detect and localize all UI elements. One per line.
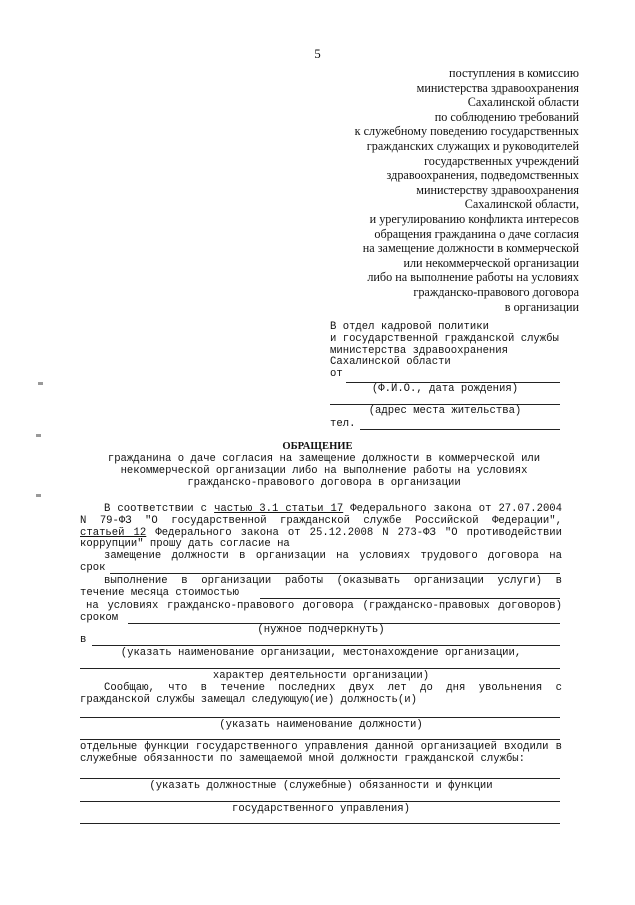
subtitle-line: некоммерческой организации либо на выполнение работы на условиях: [120, 464, 528, 477]
body-line: служебные обязанности по замещаемой мной должности гражданской службы:: [80, 752, 526, 765]
organization-field-line[interactable]: [92, 645, 560, 646]
phone-label: тел.: [330, 418, 356, 430]
option-line: срок: [80, 561, 106, 574]
addressee-line: и государственной гражданской службы: [330, 332, 559, 345]
appendix-line: поступления в комиссию: [449, 66, 579, 80]
appendix-line: и урегулированию конфликта интересов: [369, 211, 579, 226]
appendix-line: государственных учреждений: [424, 153, 579, 168]
from-label: от: [330, 368, 343, 381]
page-number: 5: [314, 46, 321, 61]
appendix-header: [279, 66, 579, 314]
duties-field-line[interactable]: [80, 778, 560, 779]
activity-caption: характер деятельности организации): [212, 670, 430, 682]
in-label: в: [80, 634, 87, 646]
body-text: В соответствии с: [104, 503, 208, 515]
addressee-line: Сахалинской области: [330, 356, 451, 369]
appendix-line: на замещение должности в коммерческой: [362, 241, 579, 256]
appendix-line: здравоохранения, подведомственных: [386, 168, 579, 183]
option-services: [80, 576, 562, 600]
law-link-part-3-1-article-17[interactable]: частью 3.1 статьи 17: [214, 503, 344, 515]
addressee-line: министерства здравоохранения: [330, 344, 509, 357]
subtitle-line: гражданско-правового договора в организации: [187, 476, 461, 489]
address-caption: (адрес места жительства): [368, 405, 522, 417]
addressee-block: [330, 322, 559, 381]
body-line: коррупции" прошу дать согласие на: [80, 538, 290, 551]
appendix-line: или некоммерческой организации: [403, 255, 579, 270]
body-text: Федерального закона от 27.07.2004: [350, 503, 563, 515]
option-line: выполнение в организации работы (оказывать организации услуги) в: [104, 575, 562, 587]
option-employment: [80, 551, 562, 575]
organization-caption: (указать наименование организации, местонахождение организации,: [120, 647, 522, 659]
option-line: на условиях гражданско-правового договора (гражданско-правовых договоров): [86, 600, 562, 612]
document-subtitle: [84, 454, 564, 489]
functions-paragraph: [80, 742, 562, 766]
position-caption: (указать наименование должности): [219, 719, 423, 731]
body-line: гражданской службы замещал следующую(ие) должность(и): [80, 693, 417, 706]
phone-field-line[interactable]: [360, 429, 560, 430]
addressee-line: В отдел кадровой политики: [330, 321, 489, 333]
option-line: течение месяца стоимостью: [80, 586, 239, 599]
duties-caption-2: государственного управления): [231, 803, 410, 815]
body-line: отдельные функции государственного управления данной организацией входили в: [80, 741, 562, 753]
body-text: Федерального закона от 25.12.2008 N 273-ФЗ "О противодействии: [155, 526, 563, 539]
previous-position-paragraph: [80, 683, 562, 707]
fio-caption: (Ф.И.О., дата рождения): [371, 383, 519, 395]
appendix-line: в организации: [504, 299, 579, 314]
appendix-line: к служебному поведению государственных: [354, 124, 579, 139]
appendix-line: Сахалинской области: [467, 95, 579, 110]
appendix-line: министерства здравоохранения: [416, 80, 579, 95]
appendix-line: гражданских служащих и руководителей: [366, 138, 579, 153]
appendix-line: обращения гражданина о даче согласия: [374, 226, 579, 241]
appendix-line: по соблюдению требований: [434, 109, 579, 124]
body-line: N 79-ФЗ "О государственной гражданской службе Российской Федерации",: [80, 514, 562, 527]
scan-artifact-mark: [36, 434, 41, 437]
duties-field-line-3[interactable]: [80, 823, 560, 824]
appendix-line: Сахалинской области,: [464, 197, 579, 212]
scan-artifact-mark: [36, 494, 41, 497]
term-field-line[interactable]: [110, 573, 560, 574]
underline-caption: (нужное подчеркнуть): [257, 624, 385, 636]
duties-caption: (указать должностные (служебные) обязанности и функции: [149, 780, 493, 792]
appendix-line: гражданско-правового договора: [413, 284, 579, 299]
subtitle-line: гражданина о даче согласия на замещение должности в коммерческой или: [107, 453, 541, 465]
request-paragraph: [80, 504, 562, 551]
position-field-line[interactable]: [80, 717, 560, 718]
organization-field-line-2[interactable]: [80, 668, 560, 669]
option-civil-contract: [80, 601, 562, 625]
option-line: замещение должности в организации на условиях трудового договора на: [104, 550, 562, 562]
appendix-line: министерству здравоохранения: [416, 182, 579, 197]
option-line: сроком: [80, 611, 119, 624]
duties-field-line-2[interactable]: [80, 801, 560, 802]
scan-artifact-mark: [38, 382, 43, 385]
cost-field-line[interactable]: [260, 598, 560, 599]
body-line: Сообщаю, что в течение последних двух лет до дня увольнения с: [104, 682, 562, 694]
law-link-article-12[interactable]: статьей 12: [80, 526, 147, 539]
position-field-line-2[interactable]: [80, 739, 560, 740]
appendix-line: либо на выполнение работы на условиях: [367, 270, 579, 285]
document-title: ОБРАЩЕНИЕ: [282, 441, 353, 452]
